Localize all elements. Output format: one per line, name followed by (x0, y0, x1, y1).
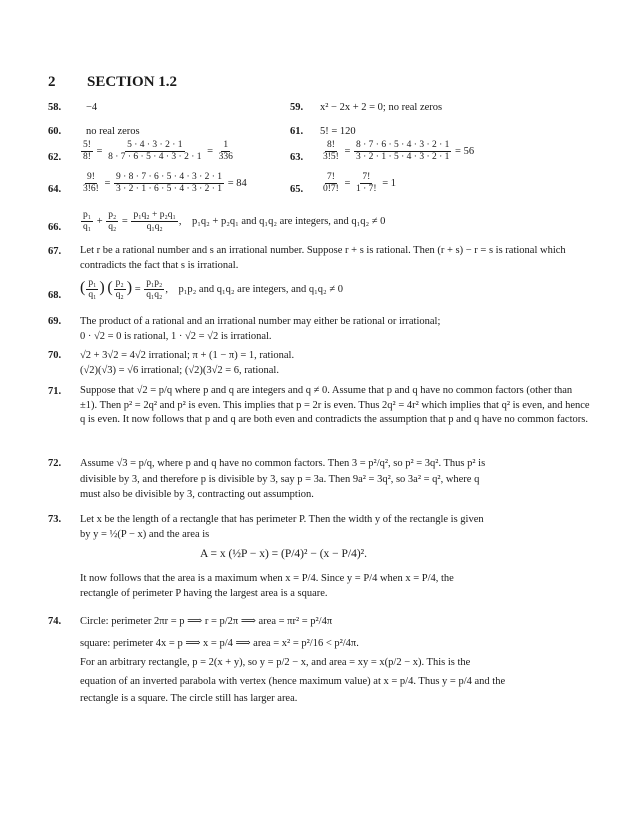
problem-number-73: 73. (48, 514, 62, 525)
answer-60: no real zeros (86, 126, 140, 137)
problem-number-60: 60. (48, 126, 62, 137)
problem-number-63: 63. (290, 152, 304, 163)
answer-69-line-2: 0 · √2 = 0 is rational, 1 · √2 = √2 is irrational. (80, 331, 272, 342)
answer-72-line-3: must also be divisible by 3, contracting out assumption. (80, 489, 314, 500)
problem-number-66: 66. (48, 222, 62, 233)
answer-74-line-3: For an arbitrary rectangle, p = 2(x + y), so y = p/2 − x, and area = xy = x(p/2 − x). This is the (80, 657, 471, 668)
answer-59: x² − 2x + 2 = 0; no real zeros (320, 102, 443, 113)
problem-number-67: 67. (48, 246, 62, 257)
answer-62: $\frac{5!}{8!}$ = $\frac{5 \cdot 4 \cdot 3 \cdot 2 \cdot 1}{8 \cdot 7 \cdot 6 \cdot 5 \cdot 4 \cdot 3 \cdot 2 \cdot 1}$ = $\frac{1}{336}$ (83, 140, 233, 162)
answer-72-line-2: divisible by 3, and therefore p is divisible by 3, say p = 3a. Then 9a² = 3q², so 3a² = q², where q (80, 474, 480, 485)
answer-70-line-1: √2 + 3√2 = 4√2 irrational; π + (1 − π) = 1, rational. (80, 350, 295, 361)
problem-number-68: 68. (48, 290, 62, 301)
answer-74-line-4: equation of an inverted parabola with vertex (hence maximum value) at x = p/4. Thus y = p/4 and the (80, 676, 506, 687)
answer-74-line-1: Circle: perimeter 2πr = p ⟹ r = p/2π ⟹ area = πr² = p²/4π (80, 616, 333, 627)
answer-74-line-2: square: perimeter 4x = p ⟹ x = p/4 ⟹ area = x² = p²/16 < p²/4π. (80, 638, 359, 649)
answer-73-line-3: It now follows that the area is a maximum when x = P/4. Since y = P/4 when x = P/4, the (80, 573, 454, 584)
problem-number-64: 64. (48, 184, 62, 195)
answer-61: 5! = 120 (320, 126, 356, 137)
page-number: 2 (48, 74, 56, 90)
answer-66: $\frac{\text{p₁}}{\text{q₁}}$ + $\frac{\text{p₂}}{\text{q₂}}$ = $\frac{\text{p₁q₂ + p₂q₁}}{\text{q₁q₂}}$ , p₁q₂ + p₂q₁ and q₁q₂ are integers, and q₁q₂ ≠ 0 (83, 210, 386, 232)
answer-74-line-5: rectangle is a square. The circle still has larger area. (80, 693, 298, 704)
answer-64: $\frac{9!}{3!6!}$ = $\frac{9 \cdot 8 \cdot 7 \cdot 6 \cdot 5 \cdot 4 \cdot 3 \cdot 2 \cdot 1}{3 \cdot 2 \cdot 1 \cdot 6 \cdot 5 \cdot 4 \cdot 3 \cdot 2 \cdot 1}$ = 84 (83, 172, 247, 194)
problem-number-58: 58. (48, 102, 62, 113)
problem-number-69: 69. (48, 316, 62, 327)
answer-71: Suppose that √2 = p/q where p and q are integers and q ≠ 0. Assume that p and q have no common factors (other than ±1). Then p² = 2q² and p² is even. This implies that p = 2r is even. Thus 2q² = 4r² which implies that q² is even, and hence q is even. It now follows that p and q are both even and contradicts the assumption that p and q have no common factors. (80, 385, 590, 425)
answer-73-line-1: Let x be the length of a rectangle that has perimeter P. Then the width y of the rectangle is given (80, 514, 484, 525)
problem-number-62: 62. (48, 152, 62, 163)
answer-68: ( $\frac{\text{p₁}}{\text{q₁}}$ ) ( $\frac{\text{p₂}}{\text{q₂}}$ ) = $\frac{\text{p₁p₂}}{\text{q₁q₂}}$ , p₁p₂ and q₁q₂ are integers, and q₁q₂ ≠ 0 (80, 278, 343, 300)
answer-73-line-2: by y = ½(P − x) and the area is (80, 529, 210, 540)
problem-number-65: 65. (290, 184, 304, 195)
answer-63: $\frac{8!}{3!5!}$ = $\frac{8 \cdot 7 \cdot 6 \cdot 5 \cdot 4 \cdot 3 \cdot 2 \cdot 1}{3 \cdot 2 \cdot 1 \cdot 5 \cdot 4 \cdot 3 \cdot 2 \cdot 1}$ = 56 (323, 140, 475, 162)
answer-70-line-2: (√2)(√3) = √6 irrational; (√2)(3√2 = 6, rational. (80, 365, 279, 376)
answer-69-line-1: The product of a rational and an irrational number may either be rational or irrational; (80, 316, 441, 327)
answer-73-line-4: rectangle of perimeter P having the largest area is a square. (80, 588, 328, 599)
answer-72-line-1: Assume √3 = p/q, where p and q have no common factors. Then 3 = p²/q², so p² = 3q². Thus p² is (80, 458, 486, 469)
answer-73-equation: A = x (½P − x) = (P/4)² − (x − P/4)². (200, 548, 367, 560)
problem-number-61: 61. (290, 126, 304, 137)
problem-number-59: 59. (290, 102, 304, 113)
answer-58: −4 (86, 102, 98, 113)
section-title: SECTION 1.2 (87, 74, 178, 90)
problem-number-74: 74. (48, 616, 62, 627)
answer-65: $\frac{7!}{0!7!}$ = $\frac{7!}{1 \cdot 7!}$ = 1 (323, 172, 396, 194)
problem-number-70: 70. (48, 350, 62, 361)
problem-number-72: 72. (48, 458, 62, 469)
problem-number-71: 71. (48, 386, 62, 397)
answer-67: Let r be a rational number and s an irrational number. Suppose r + s is rational. Then (r + s) − r = s is rational which contradicts the fact that s is irrational. (80, 245, 566, 271)
